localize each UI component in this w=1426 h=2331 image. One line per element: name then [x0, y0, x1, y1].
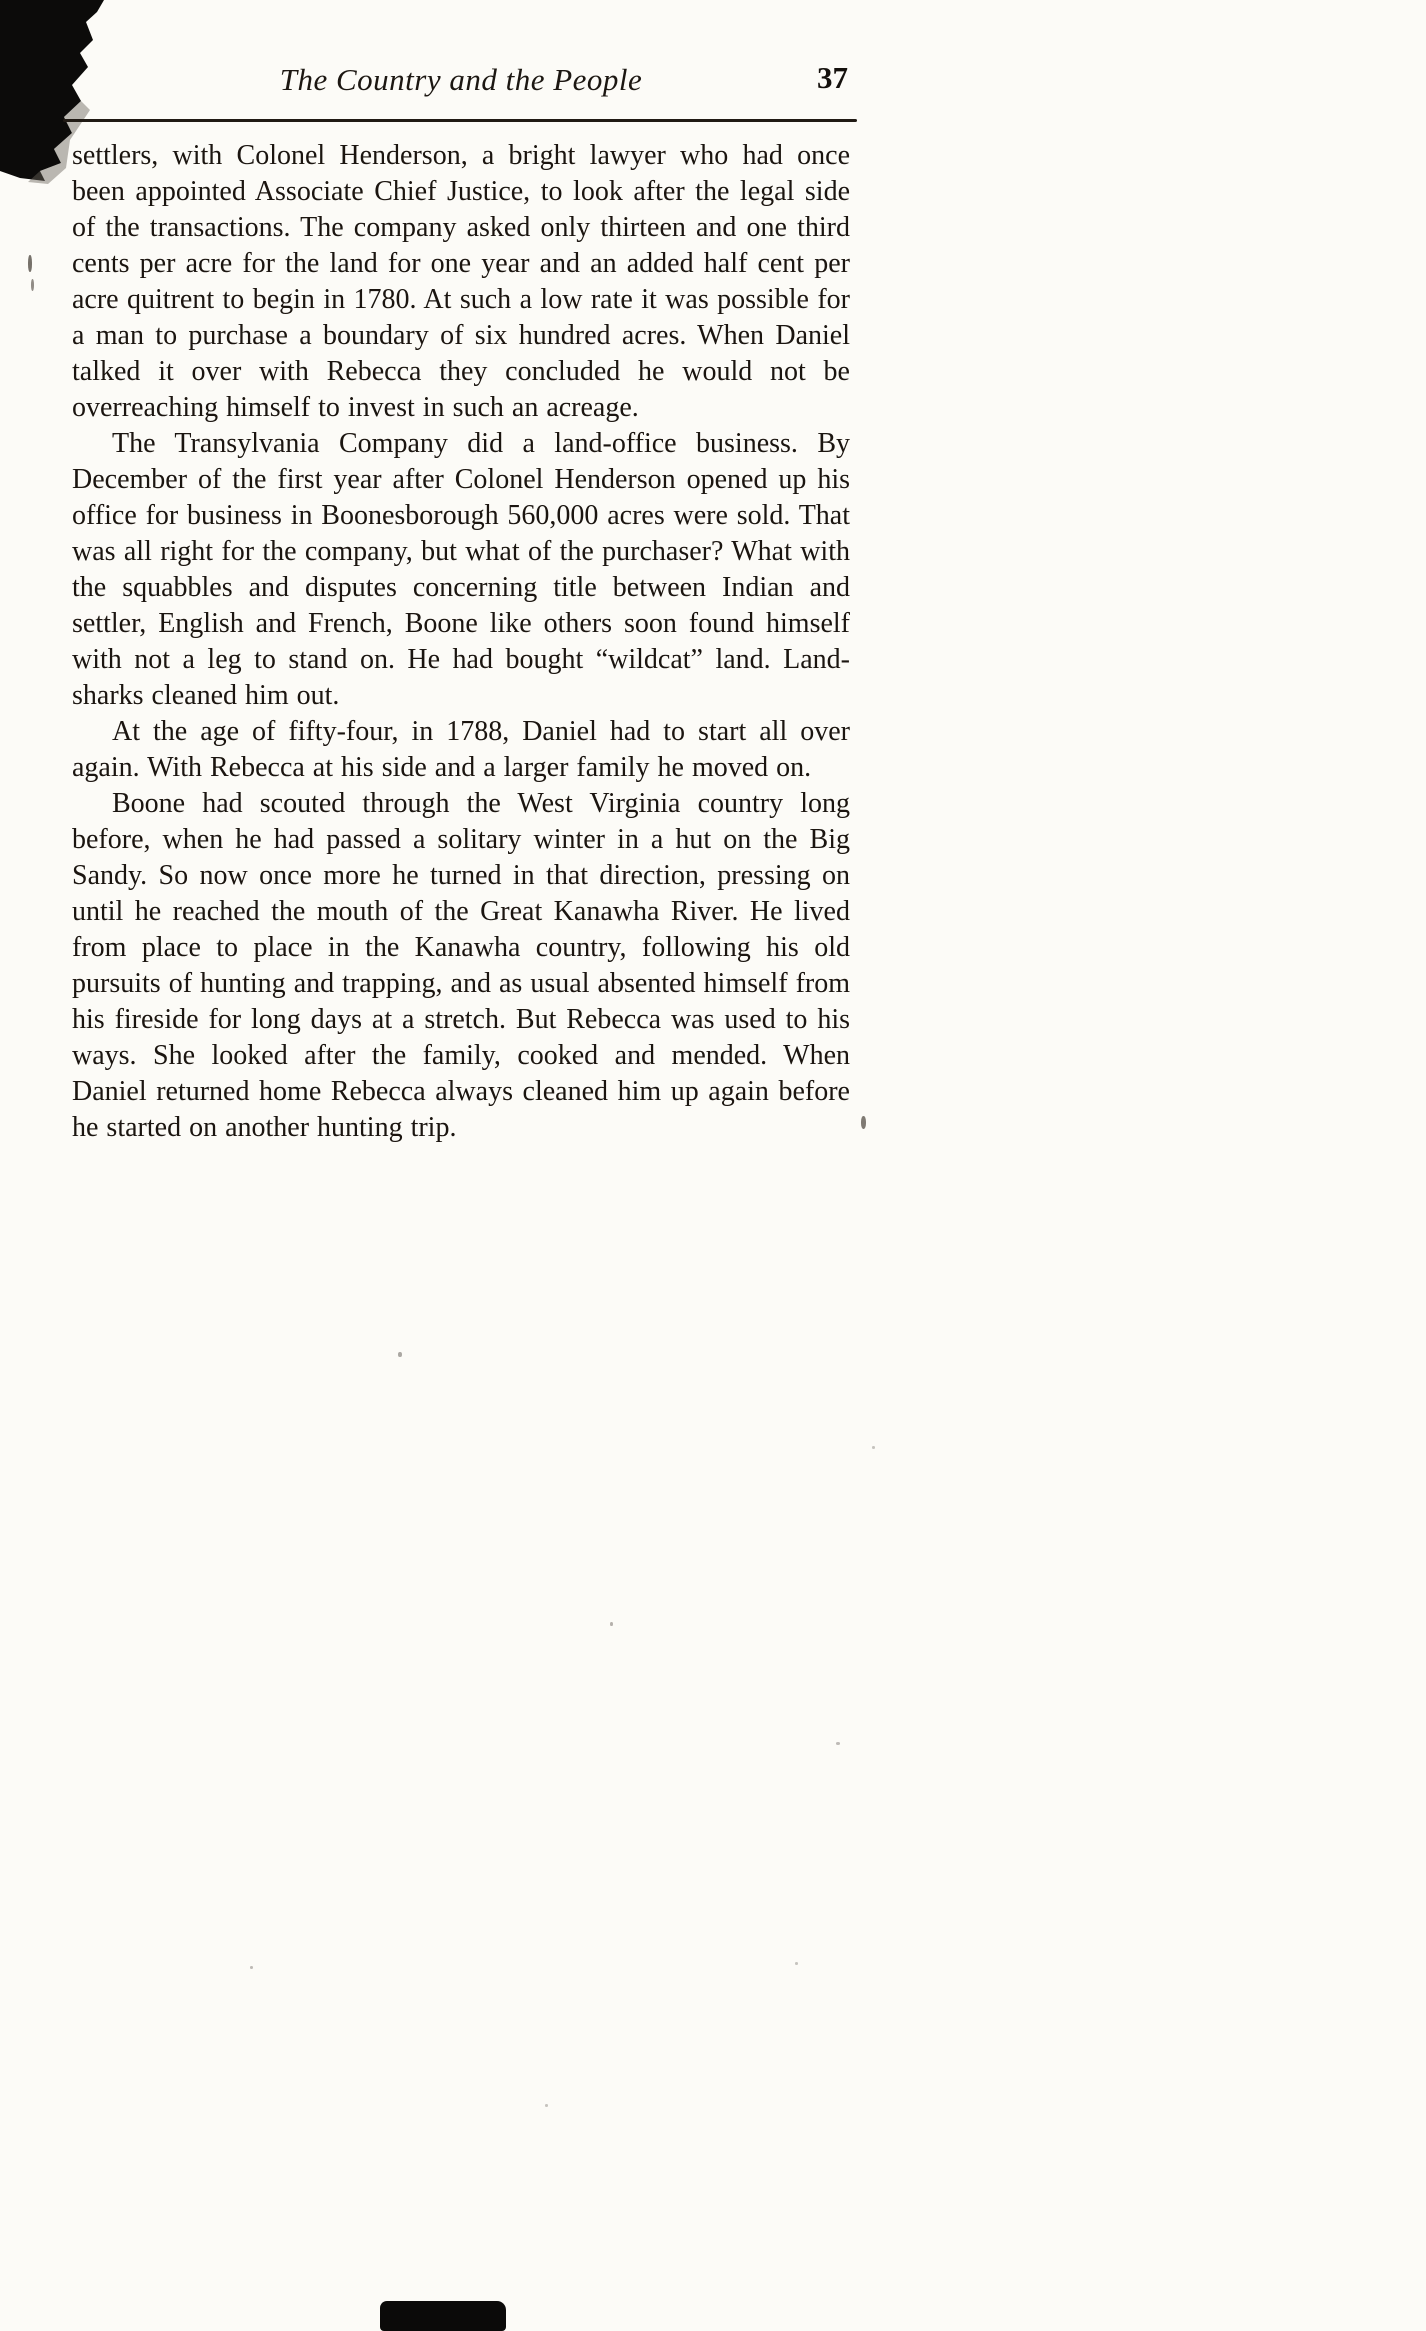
paragraph-2: The Transylvania Company did a land-office business. By December of the first year after Colonel Henderson opened up his office for business in Boonesborough 560,000 acres were sold. That was all right for the company, but what of the purchaser? What with the squabbles and disputes concerning title between Indian and settler, English and French, Boone like others soon found himself with not a leg to stand on. He had bought “wildcat” land. Land-sharks cleaned him out. [72, 428, 850, 711]
paragraph-3: At the age of fifty-four, in 1788, Daniel had to start all over again. With Rebecca at his side and a larger family he moved on. [72, 716, 850, 783]
scan-speck [795, 1962, 798, 1965]
scan-speck [250, 1966, 253, 1969]
scan-speck [545, 2104, 548, 2107]
scan-ink-mark-bottom [380, 2301, 506, 2331]
scan-speck [610, 1622, 613, 1626]
scan-speck [398, 1352, 402, 1357]
scan-speck [872, 1446, 875, 1449]
page-body [72, 138, 850, 1146]
chapter-title: The Country and the People [279, 62, 643, 97]
scan-speck [28, 255, 32, 272]
paragraph-4: Boone had scouted through the West Virginia country long before, when he had passed a solitary winter in a hut on the Big Sandy. So now once more he turned in that direction, pressing on until he reached the mouth of the Great Kanawha River. He lived from place to place in the Kanawha country, following his old pursuits of hunting and trapping, and as usual absented himself from his fireside for long days at a stretch. But Rebecca was used to his ways. She looked after the family, cooked and mended. When Daniel returned home Rebecca always cleaned him up again before he started on another hunting trip. [72, 788, 850, 1143]
scan-speck [861, 1116, 866, 1129]
header-rule [63, 119, 857, 122]
scan-speck [31, 279, 34, 291]
running-header [72, 62, 850, 106]
page-number: 37 [817, 60, 848, 95]
paragraph-1: settlers, with Colonel Henderson, a bright lawyer who had once been appointed Associate Chief Justice, to look after the legal side of the transactions. The company asked only thirteen and one third cents per acre for the land for one year and an added half cent per acre quitrent to begin in 1780. At such a low rate it was possible for a man to purchase a boundary of six hundred acres. When Daniel talked it over with Rebecca they concluded he would not be overreaching himself to invest in such an acreage. [72, 140, 850, 423]
scan-speck [836, 1742, 840, 1745]
